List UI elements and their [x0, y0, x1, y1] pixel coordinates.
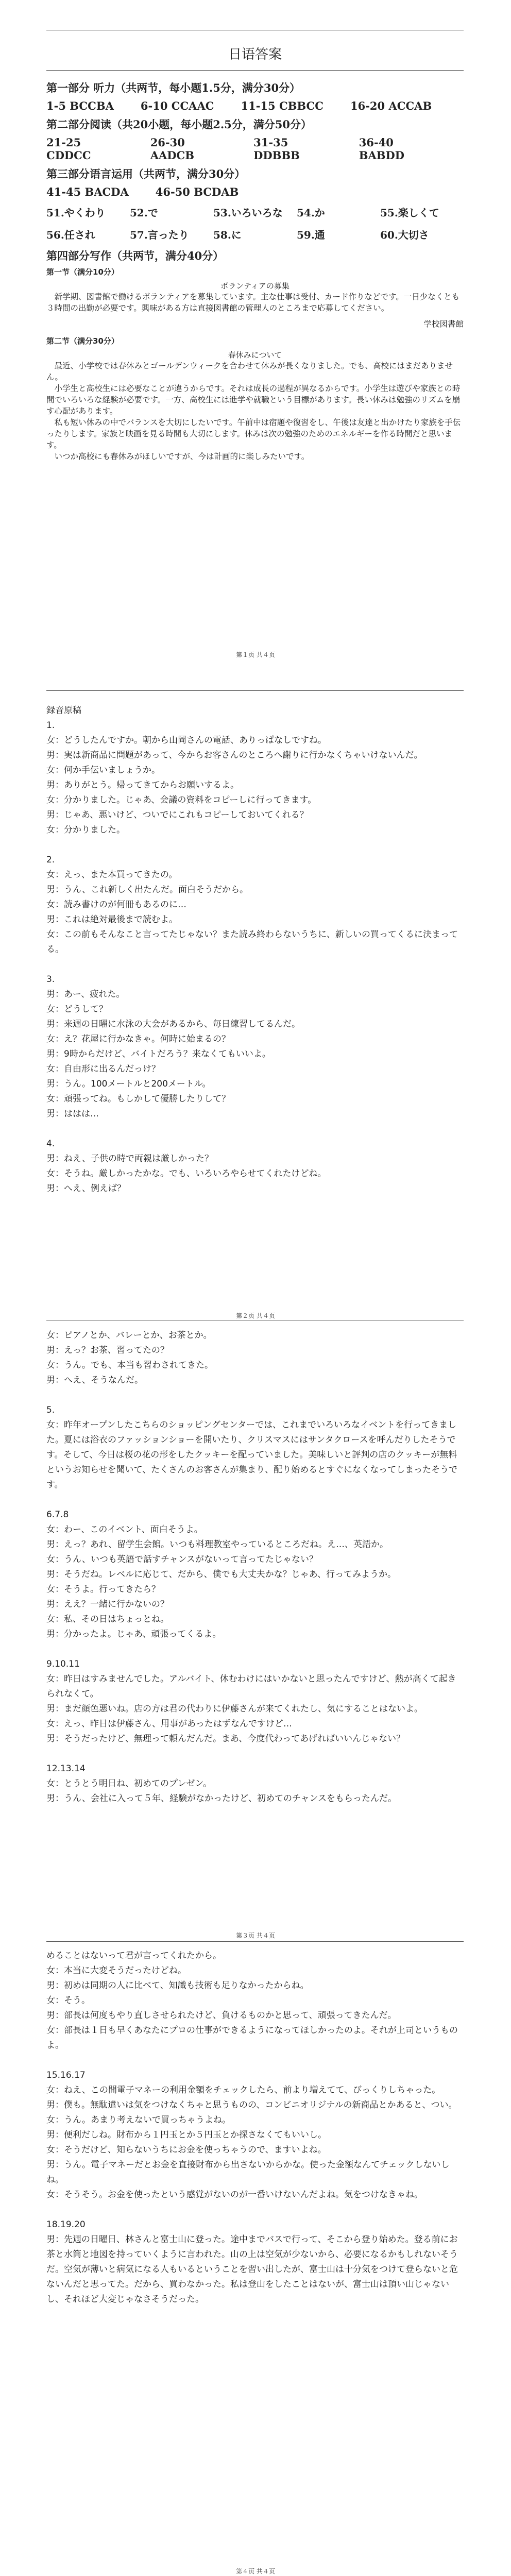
transcript-line: 男：まだ顔色悪いね。店の方は君の代わりに伊藤さんが来てくれたし、気にすることはないよ。	[46, 1704, 423, 1714]
part1-answers	[46, 99, 464, 112]
fill-answer: 55.楽しくて	[380, 207, 439, 219]
transcript-line: 男：うん。100メートルと200メートル。	[46, 1079, 211, 1089]
page-3	[46, 1328, 464, 1806]
transcript-line: 女：そうそう。お金を使ったという感覚がないのが一番いけないんだよね。気をつけなきゃね。	[46, 2190, 423, 2200]
transcript-line: 男：先週の日曜日、林さんと富士山に登った。途中までバスで行って、そこから登り始めた。登る前にお茶と水筒と地図を持っていくように言われた。山の上は空気が少ないから、必要になるかもしれないそうだ。空気が薄いと病気になる人もいるということを習い出したが、富士山は十分気をつけて登らないと危ないんだと思ってた。だから、買わなかった。私は登山をしたことはないが、富士山は頂い山じゃないし、それほど大変じゃなさそうだった。	[46, 2234, 458, 2304]
answer-group: 11-15 CBBCC	[241, 99, 323, 112]
transcript-line: 女：自由形に出るんだっけ？	[46, 1064, 160, 1074]
transcript-line: 男：分かったよ。じゃあ、頑張ってくるよ。	[46, 1629, 222, 1639]
transcript-line: 女：どうしたんですか。朝から山岡さんの電話、ありっぱなしですね。	[46, 735, 327, 745]
transcript-line: 女：ねえ、この間電子マネーの利用金額をチェックしたら、前より増えてて、びっくりしちゃった。	[46, 2085, 441, 2095]
transcript-line: 女：昨年オープンしたこちらのショッピングセンターでは、これまでいろいろなイベントを行ってきました。夏には浴衣のファッションショーを開いたり、クリスマスにはサンタクロースを呼んだりしたそうです。そして、今日は桜の花の形をしたクッキーを配っていました。美味しいと評判の店のクッキーが無料というお知らせを聞いて、たくさんのお客さんが集まり、配り始めるとすぐになくなってしまったそうです。	[46, 1420, 458, 1490]
transcript-line: 女：頑張ってね。もしかして優勝したりして？	[46, 1094, 230, 1104]
transcript-line: 女：そうよ。行ってきたら？	[46, 1584, 160, 1595]
transcript-line: 男：ありがとう。帰ってきてからお願いするよ。	[46, 780, 239, 790]
transcript-line: 女：どうして？	[46, 1004, 108, 1014]
transcript-line: 女：分かりました。じゃあ、会議の資料をコピーしに行ってきます。	[46, 795, 317, 805]
section2-title: 春休みについて	[228, 350, 282, 360]
part3-answers	[46, 185, 464, 198]
transcript-line: 18.19.20	[46, 2219, 86, 2230]
page-2	[46, 690, 464, 1196]
transcript-line: 女：何か手伝いましょうか。	[46, 765, 160, 775]
transcript-line: 男：うん。電子マネーだとお金を直接財布から出さないからかな。使った金額なんてチェックしないしね。	[46, 2160, 450, 2185]
transcript-line: 女：本当に大変そうだったけどね。	[46, 1965, 186, 1976]
section1-heading: 第一节（满分10分）	[46, 267, 119, 277]
transcript-line: 女：うん、いつも英語で話すチャンスがないって言ってたじゃない？	[46, 1554, 318, 1565]
transcript-line: めることはないって君が言ってくれたから。	[46, 1951, 222, 1961]
section2-paragraph: 最近、小学校では春休みとゴールデンウィークを合わせて休みが長くなりました。でも、高校にはまだありません。	[46, 361, 453, 382]
transcript-line: 男：部長は何度もやり直しさせられたけど、負けるものかと思って、頑張ってきたんだ。	[46, 2010, 397, 2021]
transcript-line: 女：うん。でも、本当も習わされてきた。	[46, 1360, 214, 1370]
page-footer: 第４页 共４页	[236, 2568, 275, 2575]
blank-line	[46, 1747, 464, 1761]
transcript-line: 男：そうだね。レベルに応じて、だから、僕でも大丈夫かな？じゃあ、行ってみようか。	[46, 1569, 396, 1580]
answer-group: 21-25 CDDCC	[46, 136, 91, 162]
blank-line	[46, 1388, 464, 1403]
transcript-line: 男：来週の日曜に水泳の大会があるから、毎日練習してるんだ。	[46, 1019, 300, 1029]
transcript-line: 女：この前もそんなこと言ってたじゃない？また読み終わらないうちに、新しいの買ってくるに決まってる。	[46, 929, 458, 955]
answer-group: 26-30 AADCB	[150, 136, 194, 162]
page-footer: 第２页 共４页	[236, 1312, 275, 1319]
transcript-line: 男：へえ、そうなんだ。	[46, 1375, 144, 1385]
fill-answer: 59.通	[297, 229, 325, 241]
transcript-line: 男：ええ？一緒に行かないの？	[46, 1599, 169, 1609]
transcript-line: 男：じゃあ、悪いけど、ついでにこれもコピーしておいてくれる？	[46, 810, 309, 820]
fill-answer: 56.任され	[46, 229, 95, 241]
page-top-rule	[46, 690, 464, 691]
blank-line	[46, 1122, 464, 1137]
fill-answer: 51.やくわり	[46, 207, 106, 219]
transcript-line: 女：うん。あまり考えないで買っちゃうよね。	[46, 2115, 231, 2125]
page-footer: 第３页 共４页	[236, 1932, 275, 1939]
transcript-line: 男：うん、これ新しく出たんだ。面白そうだから。	[46, 885, 249, 895]
transcript-block	[46, 1328, 464, 1806]
transcript-line: 男：初めは同期の人に比べて、知識も技術も足りなかったからね。	[46, 1980, 309, 1991]
fill-answers-grid	[46, 205, 464, 242]
transcript-line: 女：え？花屋に行かなきゃ。何時に始まるの？	[46, 1034, 230, 1044]
transcript-line: 6.7.8	[46, 1510, 69, 1520]
transcript-line: 男：これは絶対最後まで読むよ。	[46, 914, 178, 925]
answer-group: 1-5 BCCBA	[46, 99, 114, 112]
transcript-line: 女：そうね。厳しかったかな。でも、いろいろやらせてくれたけどね。	[46, 1168, 327, 1179]
transcript-block	[46, 718, 464, 1196]
section2-paragraph: いつか高校にも春休みがほしいですが、今は計画的に楽しみたいです。	[54, 452, 310, 461]
section1-signature: 学校図書館	[423, 319, 464, 329]
transcript-line: 男：へえ、例えば？	[46, 1183, 126, 1194]
fill-answer: 57.言ったり	[130, 229, 189, 241]
transcript-line: 5.	[46, 1405, 55, 1415]
transcript-block	[46, 1948, 464, 2307]
blank-line	[46, 1493, 464, 1507]
part3-heading: 第三部分语言运用（共两节，满分30分）	[46, 167, 246, 180]
transcript-line: 4.	[46, 1139, 55, 1149]
title-rule	[46, 70, 464, 71]
section2-paragraph: 小学生と高校生には必要なことが違うからです。それは成長の過程が異なるからです。小学生は遊びや家族との時間でいろいろな経験が必要です。一方、高校生には進学や就職という目標があります。長い休みは勉強のリズムを崩す心配があります。	[46, 384, 461, 416]
transcript-heading: 録音原稿	[46, 705, 81, 716]
transcript-line: 男：便利だしね。財布から１円玉とか５円玉とか探さなくてもいいし。	[46, 2130, 327, 2140]
transcript-line: 女：ピアノとか、バレーとか、お茶とか。	[46, 1330, 212, 1341]
part2-heading: 第二部分阅读（共20小题，每小题2.5分，满分50分）	[46, 118, 312, 131]
answer-group: 46-50 BCDAB	[155, 185, 239, 198]
answer-group: 16-20 ACCAB	[350, 99, 432, 112]
transcript-line: 15.16.17	[46, 2070, 86, 2080]
section1-text: 新学期、図書館で働けるボランティアを募集しています。主な仕事は受付、カード作りなどです。一日少なくとも３時間の出勤が必要です。興味がある方は直接図書館の管理人のところまで応募してください。	[46, 292, 460, 313]
fill-answer: 52.で	[130, 207, 158, 219]
transcript-line: 9.10.11	[46, 1659, 80, 1669]
answer-group: 31-35 DDBBB	[253, 136, 300, 162]
transcript-line: 男：そうだったけど、無理って頼んだんだ。まあ、今度代わってあげればいいんじゃない？	[46, 1734, 405, 1744]
transcript-line: 男：実は新商品に問題があって、今からお客さんのところへ謝りに行かなくちゃいけないんだ。	[46, 750, 423, 760]
transcript-line: 男：僕も。無駄遣いは気をつけなくちゃと思うものの、コンビニオリジナルの新商品とかあると、つい。	[46, 2100, 457, 2110]
answer-title: 日语答案	[228, 47, 282, 62]
answer-group: 41-45 BACDA	[46, 185, 129, 198]
transcript-line: 3.	[46, 974, 55, 985]
blank-line	[46, 1642, 464, 1657]
section2-paragraph: 私も短い休みの中でバランスを大切にしたいです。午前中は宿題や復習をし、午後は友達と出かけたり家族を手伝ったりします。家族と映画を見る時間も大切にします。休みは次の勉強のためのエネルギーを作る時間だと思います。	[46, 418, 461, 450]
page-1	[46, 0, 464, 462]
fill-answer: 54.か	[297, 207, 325, 219]
transcript-line: 女：わー、このイベント、面白そうよ。	[46, 1524, 203, 1535]
section1-title: ボランティアの募集	[220, 281, 289, 291]
transcript-line: 男：ははは…	[46, 1109, 99, 1119]
part1-heading: 第一部分 听力（共两节，每小题1.5分，满分30分）	[46, 81, 301, 94]
transcript-line: 男：9時からだけど、バイトだろう？来なくてもいいよ。	[46, 1049, 271, 1059]
transcript-line: 女：とうとう明日ね、初めてのプレゼン。	[46, 1778, 212, 1789]
transcript-line: 男：ねえ、子供の時で両親は厳しかった？	[46, 1154, 214, 1164]
answer-group: 6-10 CCAAC	[140, 99, 214, 112]
page-divider	[46, 1941, 464, 1942]
transcript-line: 男：えっ？あれ、留学生会館。いつも料理教室やっているところだね。え…、英語か。	[46, 1539, 389, 1550]
fill-answer: 53.いろいろな	[213, 207, 283, 219]
transcript-line: 男：あー、疲れた。	[46, 989, 125, 999]
transcript-line: 女：私、その日はちょっとね。	[46, 1614, 169, 1624]
section2-heading: 第二节（满分30分）	[46, 336, 119, 346]
blank-line	[46, 2202, 464, 2217]
transcript-line: 2.	[46, 855, 55, 865]
transcript-line: 女：昨日はすみませんでした。アルバイト、休むわけにはいかないと思ったんですけど、熱が高くて起きられなくて。	[46, 1674, 456, 1699]
transcript-line: 男：うん、会社に入って５年、経験がなかったけど、初めてのチャンスをもらったんだ。	[46, 1793, 397, 1804]
transcript-line: 女：そう。	[46, 1995, 90, 2006]
blank-line	[46, 2053, 464, 2068]
transcript-line: 女：読み書けのが何冊もあるのに…	[46, 900, 186, 910]
transcript-line: 女：えっ、また本買ってきたの。	[46, 870, 178, 880]
fill-answer: 60.大切さ	[380, 229, 429, 241]
transcript-line: 女：分かりました。	[46, 825, 125, 835]
part2-answers	[46, 136, 464, 162]
transcript-line: 男：えっ？お茶、習ってたの？	[46, 1345, 169, 1355]
transcript-line: 1.	[46, 720, 55, 731]
transcript-line: 女：えっ、昨日は伊藤さん、用事があったはずなんですけど…	[46, 1719, 292, 1729]
page-4	[46, 1948, 464, 2307]
transcript-line: 女：そうだけど、知らないうちにお金を使っちゃうので、ますいよね。	[46, 2145, 327, 2155]
page-footer: 第１页 共４页	[236, 651, 275, 658]
blank-line	[46, 838, 464, 853]
fill-answer: 58.に	[213, 229, 242, 241]
part4-heading: 第四部分写作（共两节，满分40分）	[46, 249, 224, 262]
transcript-line: 女：部長は１日も早くあなたにプロの仕事ができるようになってほしかったのよ。それが上司というものよ。	[46, 2025, 458, 2050]
transcript-line: 12.13.14	[46, 1764, 86, 1774]
blank-line	[46, 957, 464, 972]
answer-group: 36-40 BABDD	[359, 136, 404, 162]
